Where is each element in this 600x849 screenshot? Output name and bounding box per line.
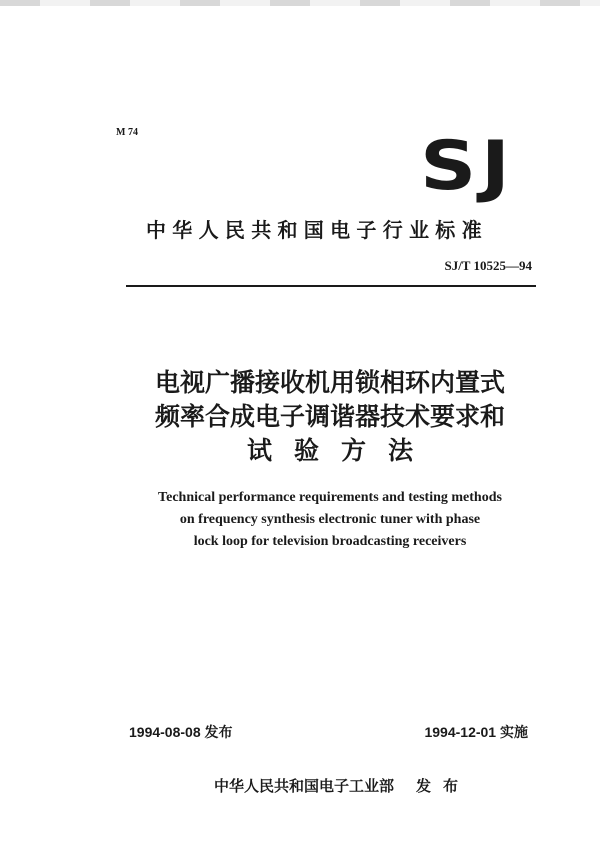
publisher-action: 发布	[416, 777, 471, 795]
chinese-title-line-1: 电视广播接收机用锁相环内置式	[154, 368, 505, 397]
standard-type-title: 中华人民共和国电子行业标准	[146, 218, 488, 242]
implementation-date: 1994-12-01 实施	[424, 724, 528, 740]
english-title-line-2: on frequency synthesis electronic tuner with phase	[179, 512, 481, 527]
publisher-name: 中华人民共和国电子工业部	[214, 777, 395, 795]
standard-number: SJ/T 10525—94	[444, 258, 532, 273]
chinese-title-line-2: 频率合成电子调谐器技术要求和	[154, 402, 505, 431]
english-title-line-3: lock loop for television broadcasting receivers	[193, 534, 467, 549]
sj-logo: SJ	[420, 127, 515, 206]
publisher-line	[214, 775, 470, 796]
issue-date: 1994-08-08 发布	[129, 724, 233, 740]
chinese-title-line-3: 试验方法	[246, 436, 435, 465]
classification-code: M 74	[116, 127, 138, 138]
chinese-title	[100, 366, 560, 468]
scan-edge-artifact	[0, 0, 600, 6]
english-title-line-1: Technical performance requirements and testing methods	[158, 490, 502, 505]
header-divider	[126, 285, 536, 287]
english-title	[100, 487, 560, 553]
